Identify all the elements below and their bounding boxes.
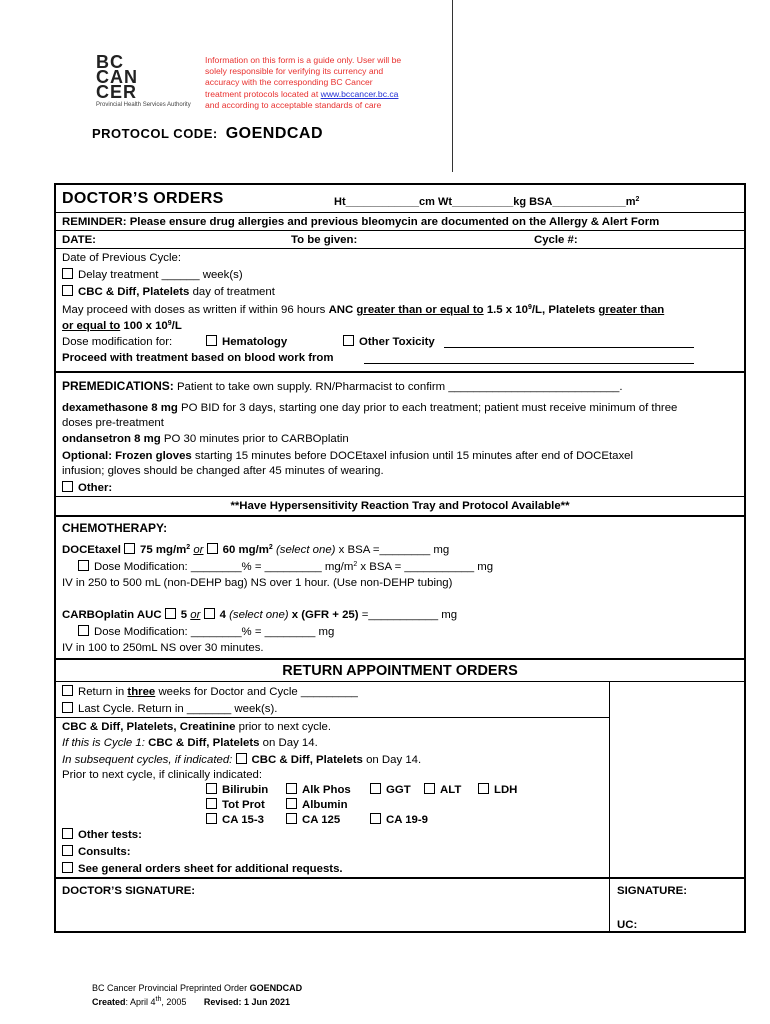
frozen-gloves-line-2: infusion; gloves should be changed after 45 minutes of wearing.	[62, 465, 384, 477]
measurements	[334, 195, 639, 209]
lab-ca125	[286, 813, 340, 828]
proceed-plt-val: 100 x 10	[123, 320, 168, 332]
ldh-label: LDH	[494, 784, 518, 796]
proceed-line-2	[62, 319, 182, 334]
alt-label: ALT	[440, 784, 462, 796]
doce-bsa: x BSA =________ mg	[338, 544, 450, 556]
ond-rest: PO 30 minutes prior to CARBOplatin	[163, 433, 349, 445]
disclaimer-line-2: solely responsible for verifying its currency and	[205, 66, 384, 77]
carbo-4-checkbox[interactable]	[204, 608, 215, 619]
carboplatin-iv: IV in 100 to 250mL NS over 30 minutes.	[62, 642, 264, 654]
dose-mod-label: Dose modification for:	[62, 336, 173, 348]
disclaimer-line-3: accuracy with the corresponding BC Cancer	[205, 77, 373, 88]
lab-ca199	[370, 813, 428, 828]
hematology-label: Hematology	[222, 336, 288, 348]
cycle-label: Cycle #:	[534, 234, 578, 246]
disclaimer	[205, 55, 445, 111]
premed-other-item	[62, 481, 112, 496]
disclaimer-line-4	[205, 89, 445, 100]
carbo-gfr: x (GFR + 25)	[291, 609, 359, 621]
ca153-checkbox[interactable]	[206, 813, 217, 824]
created-date: : April 4	[125, 997, 156, 1007]
logo-line-3: CER	[96, 82, 138, 102]
doce-sup-a: 2	[186, 544, 191, 551]
doce-sup-b: 2	[268, 544, 273, 551]
proceed-plt: /L, Platelets	[531, 304, 596, 316]
footer	[92, 982, 302, 1008]
alt-checkbox[interactable]	[424, 783, 435, 794]
delay-text: Delay treatment ______ week(s)	[78, 269, 243, 281]
ca153-label: CA 15-3	[222, 814, 264, 826]
premed-other-label: Other:	[78, 482, 113, 494]
other-tests-checkbox[interactable]	[62, 828, 73, 839]
return-cbc	[62, 720, 331, 735]
cbc-checkbox[interactable]	[62, 285, 73, 296]
return-in-item	[62, 685, 358, 700]
proceed-bloodwork: Proceed with treatment based on blood work from	[62, 352, 334, 364]
general-orders-label: See general orders sheet for additional requests.	[78, 863, 343, 875]
hsr-notice: **Have Hypersensitivity Reaction Tray and Protocol Available**	[230, 500, 570, 512]
opt-rest: starting 15 minutes before DOCEtaxel infusion until 15 minutes after end of DOCEtaxel	[194, 450, 634, 462]
carbo-or: or	[190, 609, 201, 621]
ca125-checkbox[interactable]	[286, 813, 297, 824]
cbc-rest: day of treatment	[192, 286, 275, 298]
other-toxicity-item	[343, 335, 435, 350]
proceed-or-equal: or equal to	[62, 320, 121, 332]
doce-mod-text: Dose Modification: ________% = _________ mg/m	[94, 561, 354, 573]
logo-line-2: CAN	[96, 67, 138, 87]
bc-cancer-logo	[96, 52, 196, 110]
protocol-code	[92, 124, 323, 145]
carbo-label: CARBOplatin AUC	[62, 609, 162, 621]
other-toxicity-line[interactable]	[444, 347, 694, 348]
protocol-code-value: GOENDCAD	[225, 125, 324, 142]
other-tests-label: Other tests:	[78, 829, 142, 841]
return-title: RETURN APPOINTMENT ORDERS	[282, 663, 518, 679]
created-label: Created	[92, 997, 126, 1007]
carboplatin-line	[62, 608, 457, 623]
footer-code: GOENDCAD	[249, 983, 303, 993]
doce-or: or	[193, 544, 204, 556]
doce-select: (select one)	[275, 544, 336, 556]
signature-label: SIGNATURE:	[617, 885, 688, 897]
uc-label: UC:	[617, 919, 638, 931]
sub-italic: In subsequent cycles, if indicated:	[62, 754, 233, 766]
doctors-orders-form	[54, 183, 746, 933]
lab-ggt	[370, 783, 411, 798]
created-sup: th	[155, 996, 162, 1003]
ond-bold: ondansetron 8 mg	[62, 433, 161, 445]
alk-phos-checkbox[interactable]	[286, 783, 297, 794]
carbo-mod-checkbox[interactable]	[78, 625, 89, 636]
created-year: , 2005	[161, 997, 187, 1007]
delay-checkbox[interactable]	[62, 268, 73, 279]
alk-phos-label: Alk Phos	[302, 784, 351, 796]
carboplatin-dose-mod	[78, 625, 334, 640]
footer-line-2	[92, 994, 302, 1008]
proceed-unit: /L	[171, 320, 182, 332]
doce-75-checkbox[interactable]	[124, 543, 135, 554]
return-three: three	[127, 686, 156, 698]
proceed-text-a: May proceed with doses as written if within 96 hours	[62, 304, 326, 316]
consults-checkbox[interactable]	[62, 845, 73, 856]
albumin-label: Albumin	[302, 799, 348, 811]
footer-line-1	[92, 982, 302, 994]
return-cbc-rest: prior to next cycle.	[238, 721, 332, 733]
protocol-label: PROTOCOL CODE:	[92, 126, 218, 141]
divider-line	[452, 0, 453, 172]
doce-label: DOCEtaxel	[62, 544, 121, 556]
doce-mod-sup: 2	[353, 561, 358, 568]
general-orders-checkbox[interactable]	[62, 862, 73, 873]
delay-treatment-item	[62, 268, 243, 283]
cbc-treatment-item	[62, 285, 275, 300]
lab-ldh	[478, 783, 517, 798]
carbo-mod-text: Dose Modification: ________% = ________ mg	[94, 626, 335, 638]
general-orders-item	[62, 862, 343, 877]
carbo-4: 4	[219, 609, 226, 621]
disclaimer-text: treatment protocols located at	[205, 88, 319, 99]
proceed-anc-val: 1.5 x 10	[486, 304, 528, 316]
ca199-checkbox[interactable]	[370, 813, 381, 824]
carbo-dose: =___________ mg	[361, 609, 458, 621]
bilirubin-label: Bilirubin	[222, 784, 269, 796]
lab-ca153	[206, 813, 264, 828]
sub-bold: CBC & Diff, Platelets	[251, 754, 363, 766]
subsequent-line	[62, 753, 421, 768]
date-label: DATE:	[62, 234, 96, 246]
disclaimer-line-5: and according to acceptable standards of care	[205, 99, 382, 110]
docetaxel-iv: IV in 250 to 500 mL (non-DEHP bag) NS over 1 hour. (Use non-DEHP tubing)	[62, 577, 453, 589]
c1-bold: CBC & Diff, Platelets	[148, 737, 260, 749]
dexa-line-1	[62, 401, 677, 416]
dexa-line-2: doses pre-treatment	[62, 417, 164, 429]
proceed-gt: greater than	[598, 304, 665, 316]
proceed-gte: greater than or equal to	[356, 304, 484, 316]
other-toxicity-label: Other Toxicity	[359, 336, 435, 348]
last-cycle-item	[62, 702, 277, 717]
bloodwork-line[interactable]	[364, 363, 694, 364]
logo-line-1: BC	[96, 52, 124, 72]
tot-prot-checkbox[interactable]	[206, 798, 217, 809]
doce-60-checkbox[interactable]	[207, 543, 218, 554]
disclaimer-line-1: Information on this form is a guide only. User will be	[205, 55, 402, 65]
albumin-checkbox[interactable]	[286, 798, 297, 809]
m2-sup: 2	[635, 196, 640, 203]
ondansetron-line	[62, 432, 349, 447]
consults-label: Consults:	[78, 846, 131, 858]
premed-intro: Patient to take own supply. RN/Pharmacist to confirm ___________________________.	[176, 381, 623, 393]
sup9-a: 9	[527, 304, 532, 311]
form-title: DOCTOR’S ORDERS	[62, 190, 224, 207]
docetaxel-dose-mod	[78, 560, 493, 575]
ggt-label: GGT	[386, 784, 411, 796]
other-tests-item	[62, 828, 142, 843]
ggt-checkbox[interactable]	[370, 783, 381, 794]
sub-rest: on Day 14.	[366, 754, 422, 766]
doce-mod-text-2: x BSA = ___________ mg	[360, 561, 494, 573]
return-a: Return in	[78, 686, 125, 698]
return-checkbox[interactable]	[62, 685, 73, 696]
reminder: REMINDER: Please ensure drug allergies and previous bleomycin are documented on the Allergy & Alert Form	[62, 216, 660, 228]
footer-text: BC Cancer Provincial Preprinted Order	[92, 983, 248, 993]
ca199-label: CA 19-9	[386, 814, 428, 826]
last-cycle-text: Last Cycle. Return in _______ week(s).	[78, 703, 278, 715]
proceed-anc: ANC	[328, 304, 354, 316]
consults-item	[62, 845, 131, 860]
other-toxicity-checkbox[interactable]	[343, 335, 354, 346]
dose-mod-line	[62, 335, 172, 350]
carbo-5-checkbox[interactable]	[165, 608, 176, 619]
dexa-rest: PO BID for 3 days, starting one day prior to each treatment; patient must receive minimum of three	[181, 402, 678, 414]
cycle1-line	[62, 736, 318, 751]
measurements-text: Ht____________cm Wt__________kg BSA____________m	[334, 196, 636, 208]
carbo-select: (select one)	[229, 609, 289, 621]
sup9-b: 9	[167, 320, 172, 327]
premed-header	[62, 379, 623, 395]
c1-rest: on Day 14.	[262, 737, 318, 749]
prev-cycle-label: Date of Previous Cycle:	[62, 252, 182, 264]
ldh-checkbox[interactable]	[478, 783, 489, 794]
docetaxel-line	[62, 543, 449, 558]
lab-tot-prot	[206, 798, 265, 813]
doce-60: 60 mg/m	[222, 544, 269, 556]
premed-other-checkbox[interactable]	[62, 481, 73, 492]
lab-albumin	[286, 798, 348, 813]
ca125-label: CA 125	[302, 814, 341, 826]
signature-column-divider	[609, 681, 610, 933]
bilirubin-checkbox[interactable]	[206, 783, 217, 794]
c1-italic: If this is Cycle 1:	[62, 737, 145, 749]
logo-authority: Provincial Health Services Authority	[96, 102, 191, 108]
hematology-checkbox[interactable]	[206, 335, 217, 346]
subsequent-checkbox[interactable]	[236, 753, 247, 764]
revised-date: Revised: 1 Jun 2021	[203, 997, 290, 1007]
dexa-bold: dexamethasone 8 mg	[62, 402, 178, 414]
lab-alk-phos	[286, 783, 351, 798]
premed-title: PREMEDICATIONS:	[62, 379, 174, 393]
doce-75: 75 mg/m	[140, 544, 187, 556]
doce-mod-checkbox[interactable]	[78, 560, 89, 571]
chemo-title: CHEMOTHERAPY:	[62, 521, 168, 535]
carbo-5: 5	[180, 609, 188, 621]
lab-alt	[424, 783, 461, 798]
last-cycle-checkbox[interactable]	[62, 702, 73, 713]
bccancer-link[interactable]: www.bccancer.bc.ca	[320, 88, 399, 99]
doctor-signature-label: DOCTOR’S SIGNATURE:	[62, 885, 196, 897]
frozen-gloves-line-1	[62, 449, 633, 464]
opt-bold: Optional: Frozen gloves	[62, 450, 192, 462]
lab-bilirubin	[206, 783, 268, 798]
cbc-bold: CBC & Diff, Platelets	[78, 286, 190, 298]
tot-prot-label: Tot Prot	[222, 799, 265, 811]
return-cbc-bold: CBC & Diff, Platelets, Creatinine	[62, 721, 236, 733]
prior-line: Prior to next cycle, if clinically indicated:	[62, 769, 263, 781]
return-c: weeks for Doctor and Cycle _________	[158, 686, 358, 698]
proceed-line-1	[62, 303, 664, 318]
to-be-given-label: To be given:	[291, 234, 358, 246]
hematology-item	[206, 335, 287, 350]
